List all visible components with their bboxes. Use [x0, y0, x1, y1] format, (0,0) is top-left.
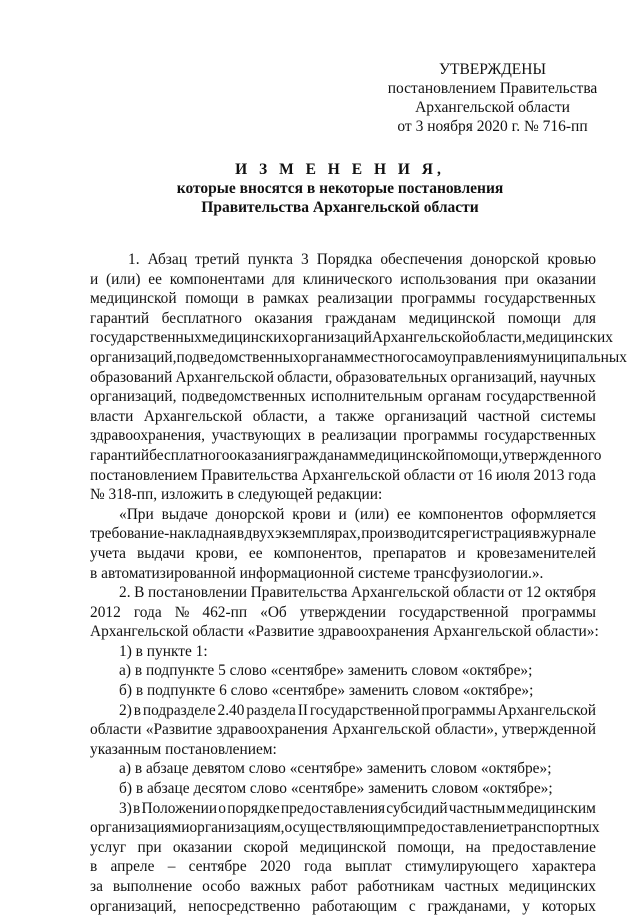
text-line: 2. В постановлении Правительства Архангельской области от 12 октября [119, 584, 596, 602]
text-line: организаций, непосредственно работающим с гражданами, у которых [90, 897, 596, 915]
text-line: услуг при оказании скорой медицинской помощи, на предоставление [90, 838, 596, 856]
text-line: 2) в подразделе 2.40 раздела II государственной программы Архангельской [119, 701, 596, 719]
text-line: «При выдаче донорской крови и (или) ее компонентов оформляется [119, 505, 596, 523]
text-line: медицинской помощи в рамках реализации программы государственных [90, 290, 596, 308]
text-line: государственных медицинских организаций Архангельской области, медицинских [90, 329, 613, 347]
text-line: б) в абзаце десятом слово «сентябре» заменить словом «октябре»; [119, 780, 553, 798]
approval-line: Архангельской области [415, 99, 570, 116]
title-subheading: Правительства Архангельской области [201, 199, 479, 216]
document-body [90, 250, 627, 916]
text-line: организациям и организациям, осуществляющим предоставление транспортных [90, 819, 600, 837]
text-line: 2012 года № 462-пп «Об утверждении государственной программы [90, 603, 596, 621]
title-subheading: которые вносятся в некоторые постановления [176, 180, 504, 197]
text-line: постановлением Правительства Архангельской области от 16 июля 2013 года [90, 466, 596, 484]
text-line: учета выдачи крови, ее компонентов, препаратов и кровезаменителей [90, 544, 596, 562]
text-line: в автоматизированной информационной системе трансфузиологии.». [90, 564, 544, 582]
text-line: 3) в Положении о порядке предоставления субсидий частным медицинским [119, 799, 596, 817]
text-line: и (или) ее компонентами для клинического использования при оказании [90, 270, 596, 288]
text-line: а) в абзаце девятом слово «сентябре» заменить словом «октябре»; [119, 760, 552, 778]
text-line: здравоохранения, участвующих в реализации программы государственных [90, 427, 596, 445]
text-line: требование-накладная в двух экземплярах, производится регистрация в журнале [90, 525, 596, 543]
approval-line: постановлением Правительства [387, 80, 598, 97]
text-line: организаций, подведомственных исполнительным органам государственной [90, 388, 596, 406]
text-line: за выполнение особо важных работ работникам частных медицинских [90, 878, 596, 895]
approval-heading: УТВЕРЖДЕНЫ [439, 61, 546, 78]
text-line: указанным постановлением: [90, 740, 277, 758]
text-line: а) в подпункте 5 слово «сентябре» заменить словом «октябре»; [119, 662, 533, 680]
text-line: гарантий бесплатного оказания гражданам медицинской помощи для [90, 309, 596, 327]
text-line: образований Архангельской области, образовательных организаций, научных [90, 368, 596, 386]
text-line: организаций, подведомственных органам местного самоуправления муниципальных [90, 348, 627, 366]
text-line: № 318-пп, изложить в следующей редакции: [90, 486, 383, 504]
text-line: б) в подпункте 6 слово «сентябре» заменить словом «октябре»; [119, 682, 534, 700]
title-heading: И З М Е Н Е Н И Я, [235, 161, 445, 178]
text-line: 1. Абзац третий пункта 3 Порядка обеспечения донорской кровью [128, 251, 596, 268]
text-line: гарантий бесплатного оказания гражданам медицинской помощи, утвержденного [90, 446, 602, 464]
document-title [90, 160, 590, 217]
text-line: власти Архангельской области, а также организаций частной системы [90, 407, 596, 425]
text-line: Архангельской области «Развитие здравоохранения Архангельской области»: [90, 623, 599, 641]
approval-stamp [375, 60, 610, 136]
text-line: 1) в пункте 1: [119, 642, 208, 660]
text-line: области «Развитие здравоохранения Архангельской области», утвержденной [90, 721, 596, 739]
text-line: в апреле – сентябре 2020 года выплат стимулирующего характера [90, 858, 596, 876]
approval-date-line: от 3 ноября 2020 г. № 716-пп [397, 118, 588, 135]
